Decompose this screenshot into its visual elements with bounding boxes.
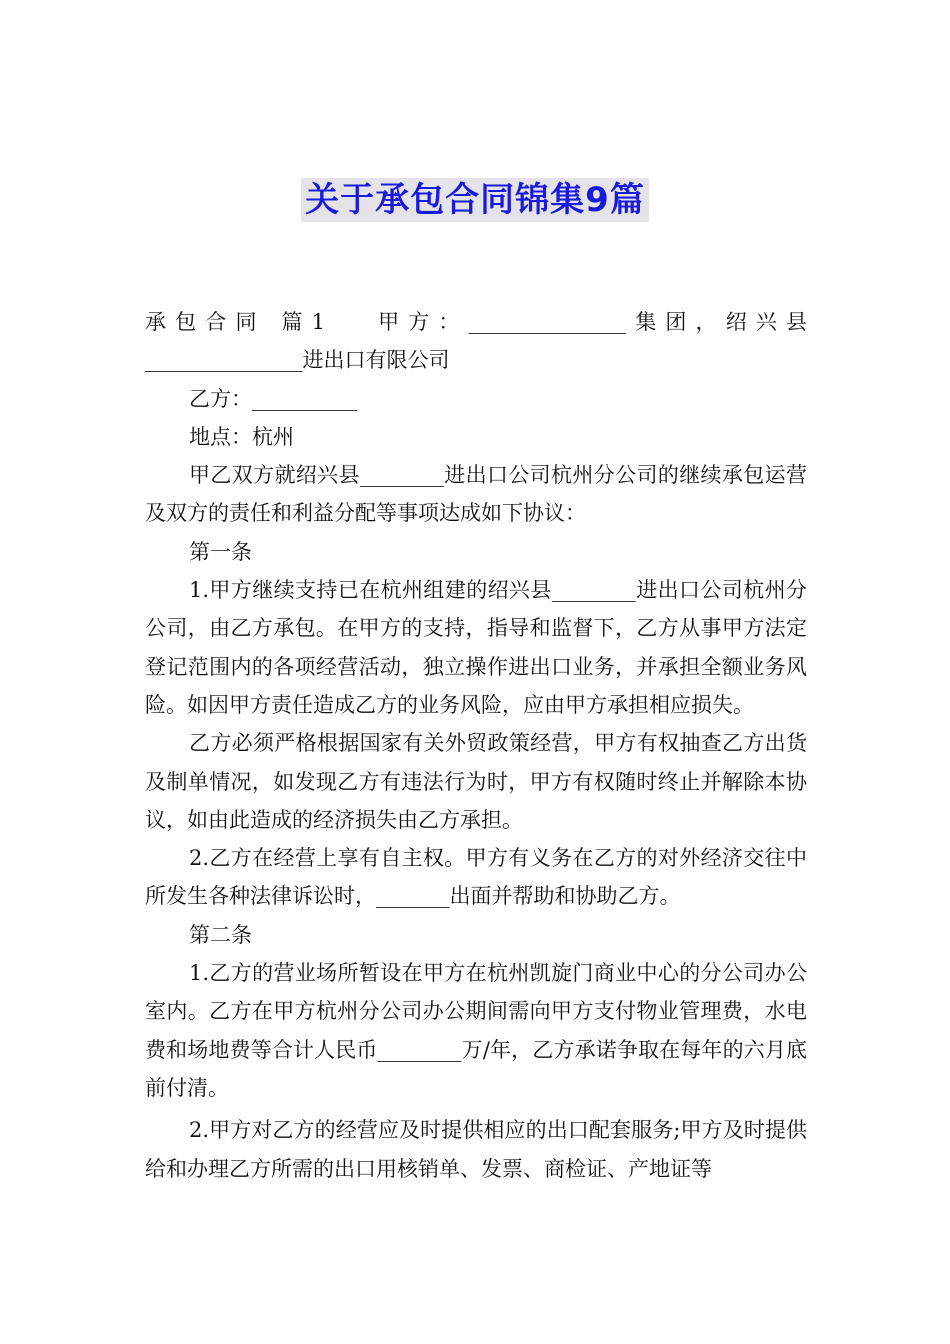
paragraph-article-1-item-1: 1.甲方继续支持已在杭州组建的绍兴县________进出口公司杭州分公司，由乙方承包。在甲方的支持，指导和监督下，乙方从事甲方法定登记范围内的各项经营活动，独立操作进出口业务，并承担全额业务风险。如因甲方责任造成乙方的业务风险，应由甲方承担相应损失。 (145, 578, 807, 717)
paragraph-article-1-note: 乙方必须严格根据国家有关外贸政策经营，甲方有权抽查乙方出货及制单情况，如发现乙方有违法行为时，甲方有权随时终止并解除本协议，如由此造成的经济损失由乙方承担。 (145, 731, 807, 832)
document-body (145, 303, 807, 1188)
paragraph-location: 地点：杭州 (189, 424, 294, 449)
paragraph-article-2-item-1: 1.乙方的营业场所暂设在甲方在杭州凯旋门商业中心的分公司办公室内。乙方在甲方杭州分公司办公期间需向甲方支付物业管理费，水电费和场地费等合计人民币________万/年，乙方承诺争取在每年的六月底前付清。 (145, 961, 807, 1100)
paragraph-party-b: 乙方：__________ (189, 386, 357, 411)
document-title: 关于承包合同锦集9篇 (301, 178, 649, 222)
heading-label: 承包合同 篇1 (145, 310, 325, 334)
party-a-text: 甲方：_______________集团，绍兴县_______________进出口有限公司 (145, 310, 808, 373)
paragraph-intro: 甲乙双方就绍兴县________进出口公司杭州分公司的继续承包运营及双方的责任和利益分配等事项达成如下协议： (145, 463, 807, 526)
paragraph-article-1-item-2: 2.乙方在经营上享有自主权。甲方有义务在乙方的对外经济交往中所发生各种法律诉讼时，_______出面并帮助和协助乙方。 (145, 846, 807, 909)
article-heading-2: 第二条 (189, 922, 252, 947)
document-title-wrap (0, 178, 950, 222)
article-heading-1: 第一条 (189, 539, 252, 564)
paragraph-article-2-item-2: 2.甲方对乙方的经营应及时提供相应的出口配套服务;甲方及时提供给和办理乙方所需的出口用核销单、发票、商检证、产地证等 (145, 1118, 807, 1181)
paragraph-party-a (145, 303, 807, 380)
